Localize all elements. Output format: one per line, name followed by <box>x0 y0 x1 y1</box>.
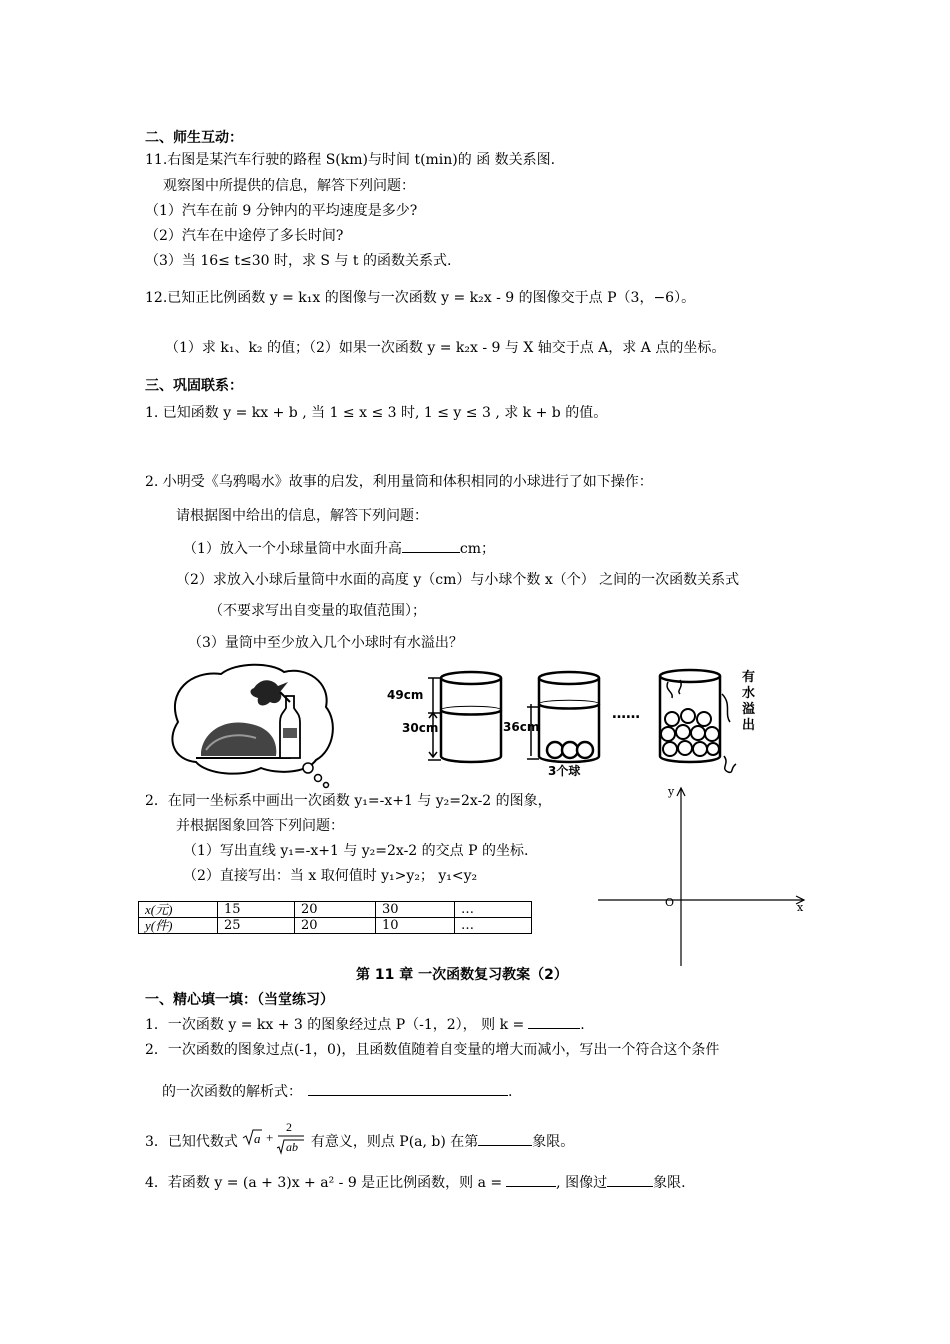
section-title-consolidation: 三、巩固联系： <box>145 378 243 394</box>
fill-in-4 <box>145 1172 686 1193</box>
y-axis-label: y <box>668 785 675 798</box>
table-cell: 20 <box>295 902 376 918</box>
origin-label: O <box>665 896 675 909</box>
question-11-sub2: （2）汽车在中途停了多长时间? <box>145 228 344 244</box>
answer-blank <box>607 1172 653 1187</box>
svg-text:+: + <box>266 1130 274 1145</box>
measuring-cylinder-three-balls <box>500 666 610 770</box>
question-12-line2: （1）求 k₁、k₂ 的值；（2）如果一次函数 y = k₂x - 9 与 X 轴交于点 A，求 A 点的坐标。 <box>165 340 726 356</box>
exercise-2-sub2: （2）求放入小球后量筒中水面的高度 y（cm）与小球个数 x（个） 之间的一次函数关系式 <box>176 572 740 588</box>
question-12-line1: 12.已知正比例函数 y = k₁x 的图像与一次函数 y = k₂x - 9 的图像交于点 P（3，−6）。 <box>145 290 696 306</box>
table-cell: 20 <box>295 918 376 934</box>
table-cell: 30 <box>376 902 455 918</box>
fill-in-1-end: . <box>580 1017 585 1033</box>
label-three-balls: 3个球 <box>548 764 581 778</box>
fill-in-3 <box>145 1120 575 1159</box>
table-row <box>139 902 532 918</box>
table-cell: x(元) <box>139 902 218 918</box>
crow-drinking-water-illustration <box>166 662 338 790</box>
question-11-line2: 观察图中所提供的信息，解答下列问题： <box>163 178 415 194</box>
fill-in-2-line2 <box>162 1081 512 1102</box>
overflow-char-4: 出 <box>742 718 756 733</box>
fill-in-1 <box>145 1014 585 1035</box>
answer-blank <box>402 538 460 553</box>
measuring-cylinder-overflow <box>650 664 740 776</box>
table-cell: … <box>455 918 532 934</box>
table-cell: 25 <box>218 918 295 934</box>
svg-text:2: 2 <box>286 1120 293 1134</box>
fill-in-2-end: . <box>508 1084 513 1100</box>
exercise-2-line2: 请根据图中给出的信息，解答下列问题： <box>176 508 428 524</box>
ellipsis: …… <box>612 706 640 722</box>
radical-expression <box>242 1120 306 1159</box>
exercise-2-sub2-note: （不要求写出自变量的取值范围）； <box>209 603 426 619</box>
svg-text:ab: ab <box>286 1140 299 1154</box>
fill-in-3-mid: 有意义，则点 P(a, b) 在第 <box>310 1134 479 1150</box>
exercise-3-line1: 2．在同一坐标系中画出一次函数 y₁=-x+1 与 y₂=2x-2 的图象， <box>145 793 552 809</box>
overflow-char-2: 水 <box>742 686 756 701</box>
exercise-3-line2: 并根据图象回答下列问题： <box>176 818 344 834</box>
answer-blank <box>528 1014 580 1029</box>
table-row <box>139 918 532 934</box>
answer-blank <box>308 1081 508 1096</box>
exercise-2-sub1-unit: cm； <box>459 541 496 557</box>
fill-in-1-text: 1．一次函数 y = kx + 3 的图象经过点 P（-1，2）， 则 k = <box>145 1017 525 1033</box>
table-cell: 15 <box>218 902 295 918</box>
svg-text:a: a <box>254 1131 261 1146</box>
answer-blank <box>478 1131 532 1146</box>
question-11-line1: 11.右图是某汽车行驶的路程 S(km)与时间 t(min)的 函 数关系图. <box>145 152 556 168</box>
coordinate-axes <box>590 780 820 970</box>
label-49cm: 49cm <box>387 688 424 702</box>
answer-blank <box>506 1172 556 1187</box>
question-11-sub1: （1）汽车在前 9 分钟内的平均速度是多少? <box>145 203 418 219</box>
fill-in-3-end: 象限。 <box>532 1134 575 1150</box>
label-36cm: 36cm <box>503 720 540 734</box>
chapter-title: 第 11 章 一次函数复习教案（2） <box>356 967 568 983</box>
fill-in-2-line1: 2．一次函数的图象过点(-1，0)，且函数值随着自变量的增大而减小，写出一个符合这个条件 <box>145 1042 720 1058</box>
exercise-2-sub1-text: （1）放入一个小球量筒中水面升高 <box>183 541 402 557</box>
overflow-char-1: 有 <box>742 670 756 685</box>
question-11-sub3: （3）当 16≤ t≤30 时，求 S 与 t 的函数关系式. <box>145 253 452 269</box>
section-title-fill-in: 一、精心填一填：（当堂练习） <box>145 992 334 1008</box>
price-quantity-table <box>138 901 532 934</box>
sqrt-a-plus-fraction <box>242 1117 306 1155</box>
fill-in-4-text: 4．若函数 y = (a + 3)x + a² - 9 是正比例函数，则 a = <box>145 1175 503 1191</box>
measuring-cylinder-empty <box>384 668 514 768</box>
exercise-2-line1: 2. 小明受《乌鸦喝水》故事的启发，利用量筒和体积相同的小球进行了如下操作： <box>145 474 653 490</box>
fill-in-3-text: 3．已知代数式 <box>145 1134 238 1150</box>
table-cell: … <box>455 902 532 918</box>
exercise-2-sub1 <box>183 538 495 559</box>
label-30cm: 30cm <box>402 721 439 735</box>
exercise-2-sub3: （3）量筒中至少放入几个小球时有水溢出？ <box>188 635 463 651</box>
exercise-3-sub1: （1）写出直线 y₁=-x+1 与 y₂=2x-2 的交点 P 的坐标. <box>183 843 529 859</box>
fill-in-4-end: 象限. <box>653 1175 686 1191</box>
label-overflow <box>742 670 758 734</box>
exercise-1: 1. 已知函数 y = kx + b , 当 1 ≤ x ≤ 3 时, 1 ≤ y ≤ 3 , 求 k + b 的值。 <box>145 405 608 421</box>
table-cell: 10 <box>376 918 455 934</box>
overflow-char-3: 溢 <box>742 702 756 717</box>
fill-in-4-mid: , 图像过 <box>556 1175 608 1191</box>
fill-in-2-text: 的一次函数的解析式： <box>162 1084 302 1100</box>
x-axis-label: x <box>797 901 804 914</box>
exercise-3-sub2: （2）直接写出：当 x 取何值时 y₁>y₂； y₁<y₂ <box>183 868 478 884</box>
section-title-interaction: 二、师生互动： <box>145 130 243 146</box>
table-cell: y(件) <box>139 918 218 934</box>
